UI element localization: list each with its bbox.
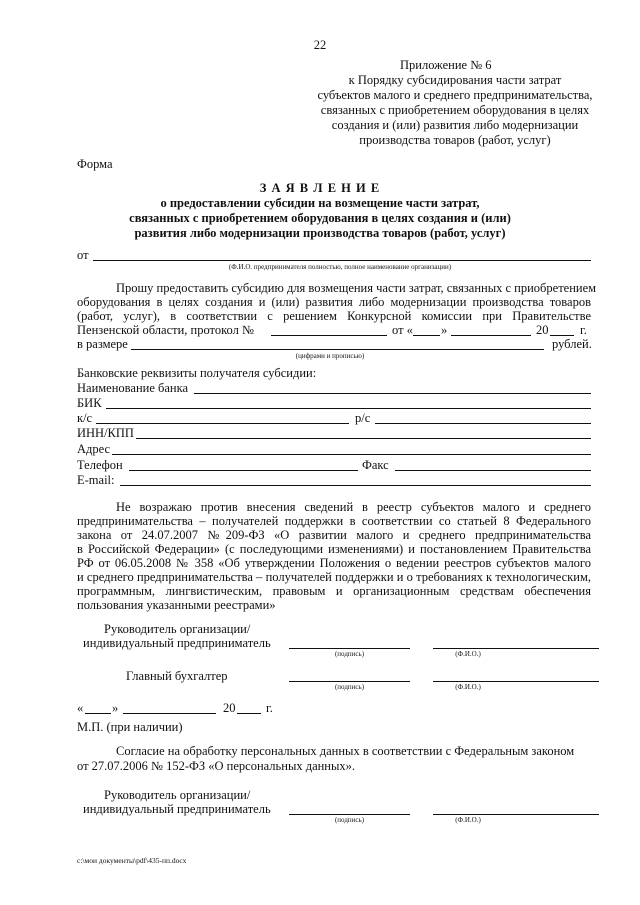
protocol-year-suffix: г. xyxy=(580,323,587,337)
phone-label: Телефон xyxy=(77,458,123,472)
fax-field[interactable] xyxy=(395,470,591,471)
consent-line: Не возражаю против внесения сведений в реестр субъектов малого и среднего xyxy=(116,500,591,514)
consent-signature-field[interactable] xyxy=(289,814,410,815)
rs-field[interactable] xyxy=(375,423,591,424)
head-title-line2: индивидуальный предприниматель xyxy=(83,802,271,816)
consent-line: предпринимательства – получателей поддержки в соответствии со статьей 8 Федерального xyxy=(77,514,591,528)
from-label: от xyxy=(77,248,89,262)
bik-label: БИК xyxy=(77,396,102,410)
fio-hint: (Ф.И.О.) xyxy=(455,683,481,691)
appendix-title: Приложение № 6 xyxy=(400,58,492,72)
accountant-signature-field[interactable] xyxy=(289,681,410,682)
bank-details-header: Банковские реквизиты получателя субсидии: xyxy=(77,366,317,380)
date-quote-open: « xyxy=(77,701,84,715)
applicant-name-field[interactable] xyxy=(93,260,591,261)
head-title-line2: индивидуальный предприниматель xyxy=(83,636,271,650)
protocol-year-field[interactable] xyxy=(550,335,574,336)
ks-field[interactable] xyxy=(96,423,349,424)
request-line: оборудования в целях создания и (или) развития либо модернизации производства товаров xyxy=(77,295,591,309)
appendix-line: создания и (или) развития либо модернизации xyxy=(331,118,579,132)
consent-line: пользования указанными реестрами» xyxy=(77,598,276,612)
appendix-line: производства товаров (работ, услуг) xyxy=(359,133,551,147)
protocol-month-field[interactable] xyxy=(451,335,531,336)
protocol-day-field[interactable] xyxy=(413,335,440,336)
signature-hint: (подпись) xyxy=(334,650,365,658)
fio-hint: (Ф.И.О.) xyxy=(455,650,481,658)
form-label: Форма xyxy=(77,157,113,171)
request-line: (работ, услуг), в соответствии с решением Конкурсной комиссии при Правительстве xyxy=(77,309,591,323)
consent-line: и среднего предпринимательства – получателей поддержки и о требованиях к технологическим, xyxy=(77,570,591,584)
consent-fio-field[interactable] xyxy=(433,814,599,815)
statement-subtitle: развития либо модернизации производства товаров (работ, услуг) xyxy=(134,226,506,240)
statement-subtitle: связанных с приобретением оборудования в целях создания и (или) xyxy=(129,211,511,225)
page-number: 22 xyxy=(313,38,327,52)
bik-field[interactable] xyxy=(106,408,591,409)
address-field[interactable] xyxy=(112,454,591,455)
fax-label: Факс xyxy=(362,458,389,472)
stamp-label: М.П. (при наличии) xyxy=(77,720,183,734)
head-title-line1: Руководитель организации/ xyxy=(104,622,251,636)
email-field[interactable] xyxy=(120,485,591,486)
appendix-line: связанных с приобретением оборудования в целях xyxy=(320,103,590,117)
applicant-name-hint: (Ф.И.О. предпринимателя полностью, полное наименование организации) xyxy=(228,263,452,271)
amount-label: в размере xyxy=(77,337,128,351)
date-quote-close: » xyxy=(112,701,119,715)
ks-label: к/с xyxy=(77,411,93,425)
amount-hint: (цифрами и прописью) xyxy=(295,352,365,360)
protocol-quote-close: » xyxy=(441,323,448,337)
file-path: c:\мои документы\pdf\435-пп.docx xyxy=(77,856,187,865)
protocol-from-label: от « xyxy=(392,323,413,337)
head-signature-field[interactable] xyxy=(289,648,410,649)
rs-label: р/с xyxy=(355,411,371,425)
statement-subtitle: о предоставлении субсидии на возмещение части затрат, xyxy=(160,196,480,210)
amount-currency: рублей. xyxy=(552,337,592,351)
accountant-title: Главный бухгалтер xyxy=(126,669,228,683)
fio-hint: (Ф.И.О.) xyxy=(455,816,481,824)
appendix-line: к Порядку субсидирования части затрат xyxy=(348,73,562,87)
inn-kpp-label: ИНН/КПП xyxy=(77,426,134,440)
date-day-field[interactable] xyxy=(85,713,111,714)
protocol-year-prefix: 20 xyxy=(536,323,549,337)
bank-name-label: Наименование банка xyxy=(77,381,189,395)
consent-line: закона от 24.07.2007 №209-ФЗ «О развитии малого и среднего предпринимательства xyxy=(77,528,591,542)
statement-title: З А Я В Л Е Н И Е xyxy=(259,181,381,195)
bank-name-field[interactable] xyxy=(194,393,591,394)
request-line: Прошу предоставить субсидию для возмещения части затрат, связанных с приобретением xyxy=(116,281,597,295)
protocol-label: Пензенской области, протокол № xyxy=(77,323,254,337)
head-title-line1: Руководитель организации/ xyxy=(104,788,251,802)
date-month-field[interactable] xyxy=(123,713,216,714)
consent-line: программным, лингвистическим, правовым и организационным средствам обеспечения xyxy=(77,584,591,598)
signature-hint: (подпись) xyxy=(334,683,365,691)
inn-kpp-field[interactable] xyxy=(136,438,591,439)
phone-field[interactable] xyxy=(129,470,358,471)
head-fio-field[interactable] xyxy=(433,648,599,649)
appendix-line: субъектов малого и среднего предпринимательства, xyxy=(317,88,593,102)
email-label: E-mail: xyxy=(77,473,115,487)
signature-hint: (подпись) xyxy=(334,816,365,824)
consent-line: в Российской Федерации» (с последующими изменениями) и постановлением Правительства xyxy=(77,542,591,556)
address-label: Адрес xyxy=(77,442,111,456)
personal-data-line: от 27.07.2006 № 152-ФЗ «О персональных данных». xyxy=(77,759,356,773)
date-suffix: г. xyxy=(266,701,273,715)
personal-data-line: Согласие на обработку персональных данных в соответствии с Федеральным законом xyxy=(116,744,575,758)
amount-field[interactable] xyxy=(131,349,544,350)
date-year-field[interactable] xyxy=(237,713,261,714)
consent-line: РФ от 06.05.2008 № 358 «Об утверждении Положения о ведении реестров субъектов малого xyxy=(77,556,591,570)
date-year-prefix: 20 xyxy=(223,701,236,715)
protocol-number-field[interactable] xyxy=(271,335,387,336)
accountant-fio-field[interactable] xyxy=(433,681,599,682)
